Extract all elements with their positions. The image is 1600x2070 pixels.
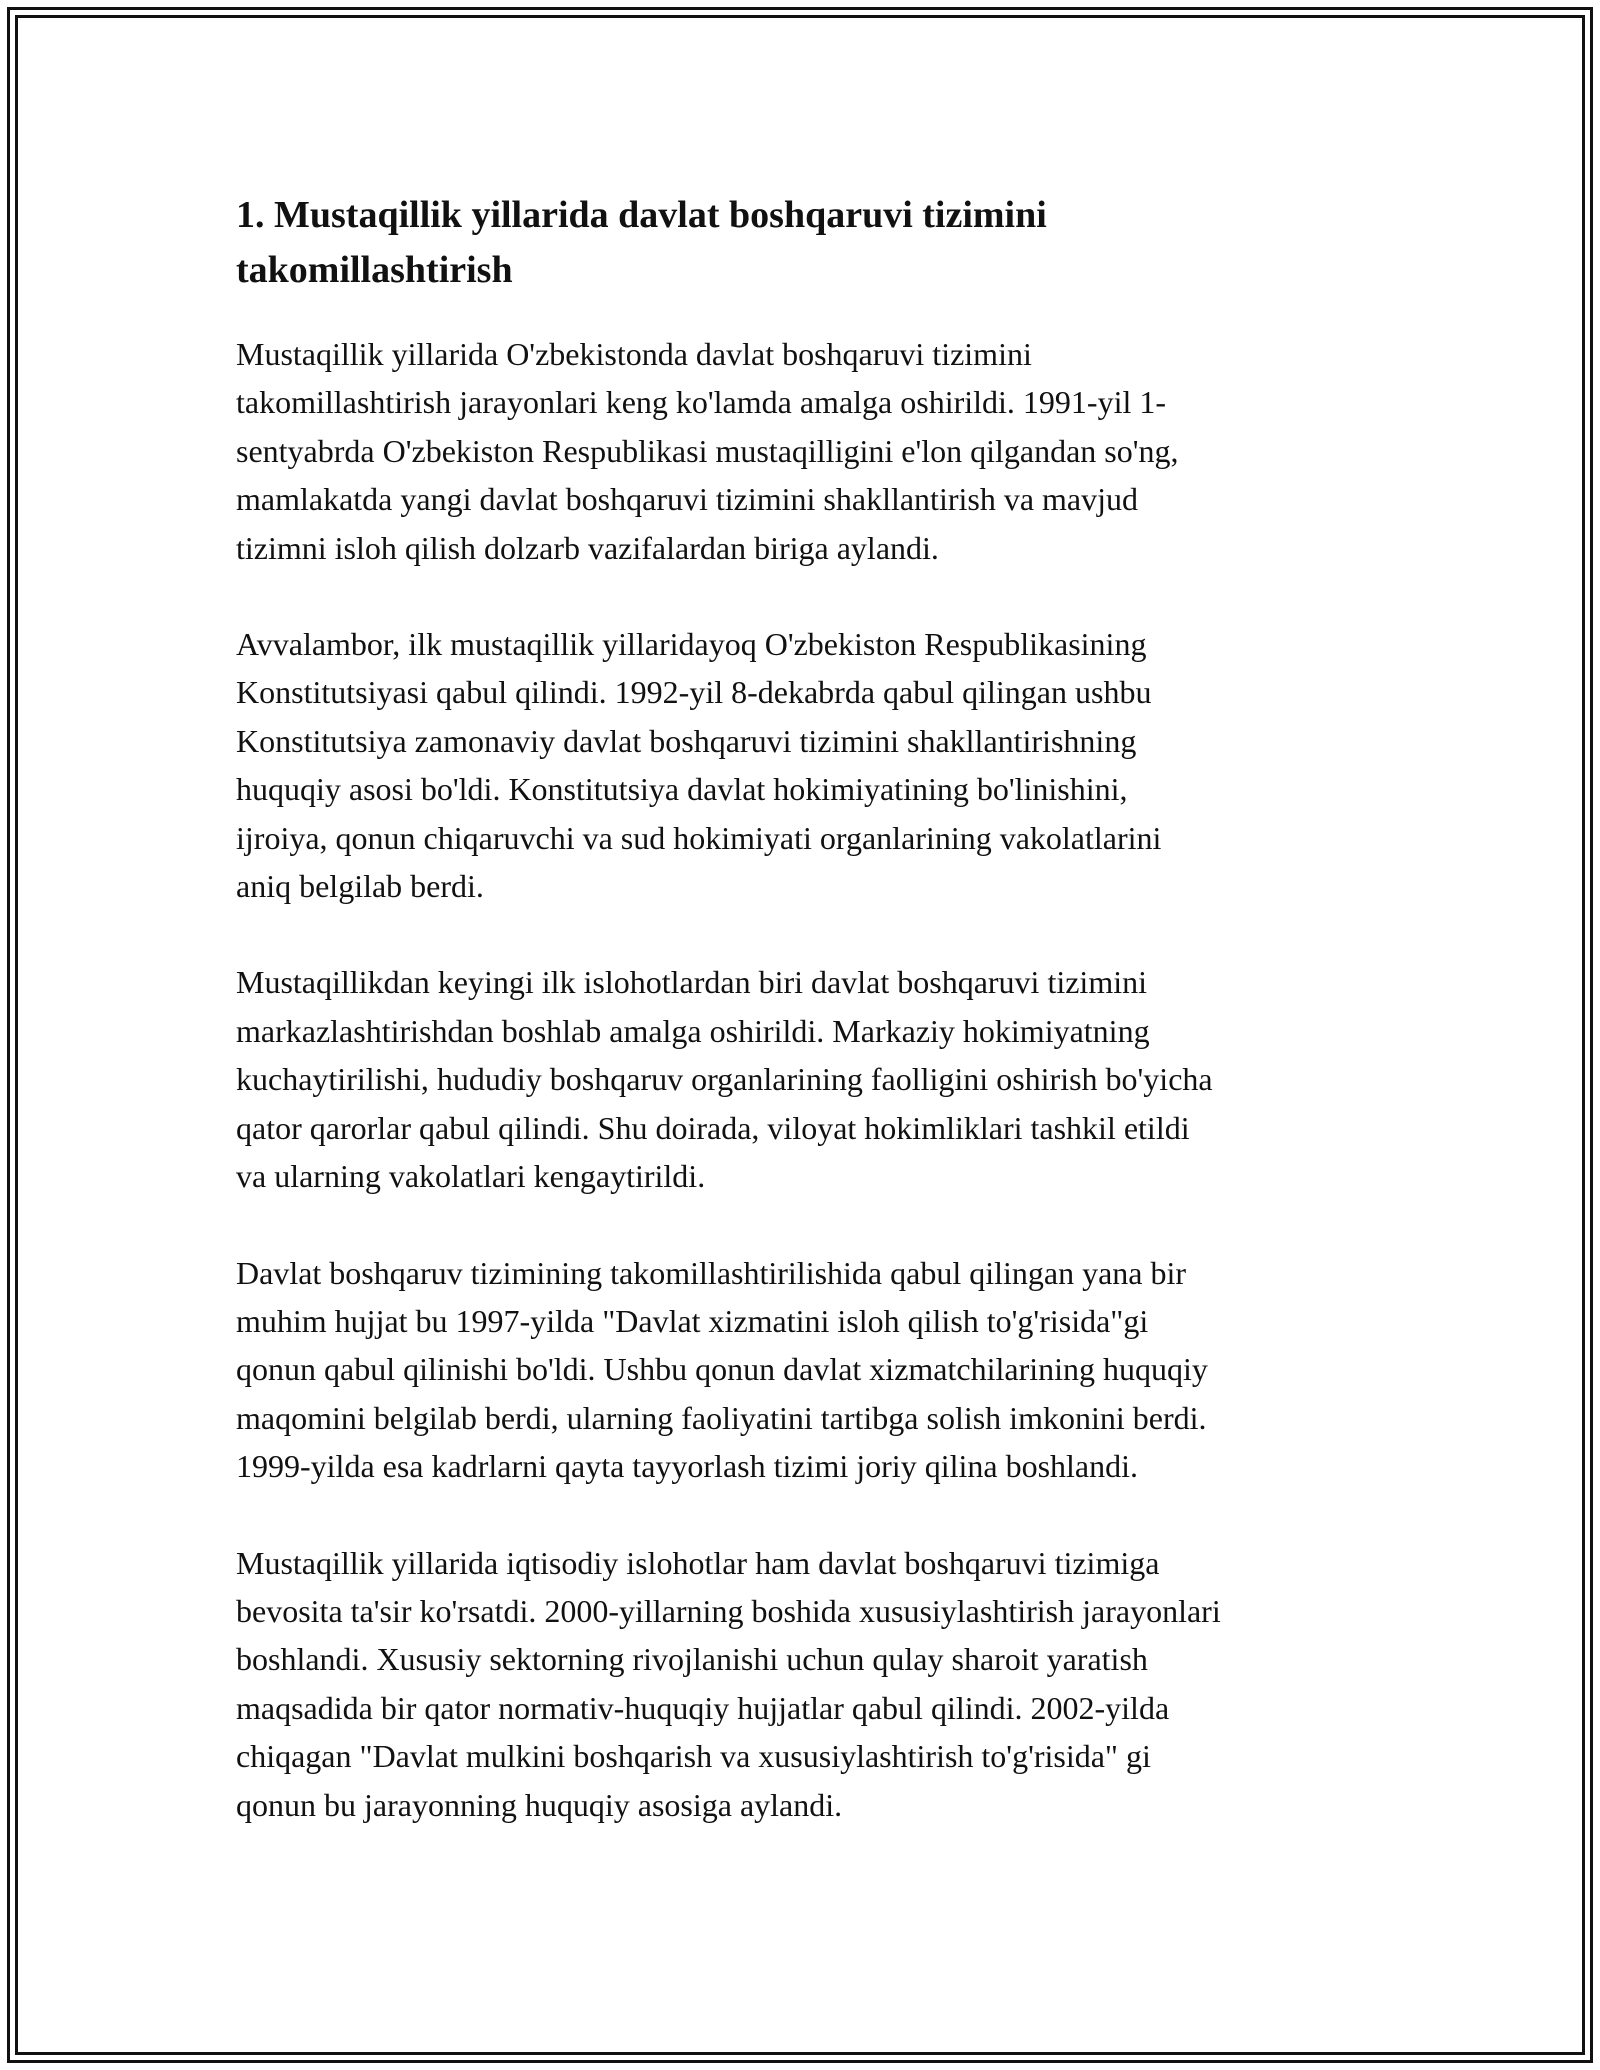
paragraph-line: Davlat boshqaruv tizimining takomillashtirilishida qabul qilingan yana bir: [236, 1254, 1187, 1291]
paragraph-line: boshlandi. Xususiy sektorning rivojlanishi uchun qulay sharoit yaratish: [236, 1641, 1148, 1678]
paragraph-line: markazlashtirishdan boshlab amalga oshirildi. Markaziy hokimiyatning: [236, 1012, 1150, 1049]
heading-line: 1. Mustaqillik yillarida davlat boshqaruvi tizimini: [236, 194, 1047, 236]
paragraph-line: chiqagan "Davlat mulkini boshqarish va xususiylashtirish to'g'risida" gi: [236, 1738, 1151, 1775]
paragraph-line: bevosita ta'sir ko'rsatdi. 2000-yillarning boshida xususiylashtirish jarayonlari: [236, 1592, 1221, 1629]
paragraph-line: muhim hujjat bu 1997-yilda "Davlat xizmatini isloh qilish to'g'risida"gi: [236, 1302, 1149, 1339]
paragraph-line: qonun bu jarayonning huquqiy asosiga aylandi.: [236, 1786, 843, 1823]
paragraph-line: maqsadida bir qator normativ-huquqiy hujjatlar qabul qilindi. 2002-yilda: [236, 1689, 1170, 1726]
section-heading: [236, 188, 1366, 298]
paragraph-line: Mustaqillikdan keyingi ilk islohotlardan biri davlat boshqaruvi tizimini: [236, 964, 1147, 1001]
paragraph-line: qonun qabul qilinishi bo'ldi. Ushbu qonun davlat xizmatchilarining huquqiy: [236, 1351, 1208, 1388]
paragraph-5: [236, 1539, 1366, 1829]
paragraph-4: [236, 1249, 1366, 1491]
paragraph-line: takomillashtirish jarayonlari keng ko'lamda amalga oshirildi. 1991-yil 1-: [236, 384, 1166, 421]
paragraph-line: 1999-yilda esa kadrlarni qayta tayyorlash tizimi joriy qilina boshlandi.: [236, 1448, 1138, 1485]
paragraph-line: mamlakatda yangi davlat boshqaruvi tizimini shakllantirish va mavjud: [236, 481, 1139, 518]
document-body: [236, 188, 1366, 1829]
paragraph-line: huquqiy asosi bo'ldi. Konstitutsiya davlat hokimiyatining bo'linishini,: [236, 771, 1128, 808]
paragraph-line: aniq belgilab berdi.: [236, 868, 484, 905]
paragraph-line: tizimni isloh qilish dolzarb vazifalardan biriga aylandi.: [236, 529, 939, 566]
paragraph-line: kuchaytirilishi, hududiy boshqaruv organlarining faolligini oshirish bo'yicha: [236, 1061, 1213, 1098]
paragraph-line: va ularning vakolatlari kengaytirildi.: [236, 1158, 706, 1195]
paragraph-line: Mustaqillik yillarida iqtisodiy islohotlar ham davlat boshqaruvi tizimiga: [236, 1544, 1160, 1581]
heading-line: takomillashtirish: [236, 249, 513, 291]
paragraph-line: Mustaqillik yillarida O'zbekistonda davlat boshqaruvi tizimini: [236, 336, 1032, 372]
paragraph-line: Avvalambor, ilk mustaqillik yillaridayoq O'zbekiston Respublikasining: [236, 626, 1147, 663]
paragraph-line: Konstitutsiyasi qabul qilindi. 1992-yil 8-dekabrda qabul qilingan ushbu: [236, 674, 1152, 711]
paragraph-line: sentyabrda O'zbekiston Respublikasi mustaqilligini e'lon qilgandan so'ng,: [236, 432, 1179, 469]
paragraph-3: [236, 958, 1366, 1200]
paragraph-2: [236, 620, 1366, 910]
paragraph-line: maqomini belgilab berdi, ularning faoliyatini tartibga solish imkonini berdi.: [236, 1399, 1207, 1436]
paragraph-line: Konstitutsiya zamonaviy davlat boshqaruvi tizimini shakllantirishning: [236, 722, 1137, 759]
paragraph-line: ijroiya, qonun chiqaruvchi va sud hokimiyati organlarining vakolatlarini: [236, 819, 1162, 856]
paragraph-line: qator qarorlar qabul qilindi. Shu doirada, viloyat hokimliklari tashkil etildi: [236, 1109, 1190, 1146]
paragraph-1: [236, 330, 1366, 572]
